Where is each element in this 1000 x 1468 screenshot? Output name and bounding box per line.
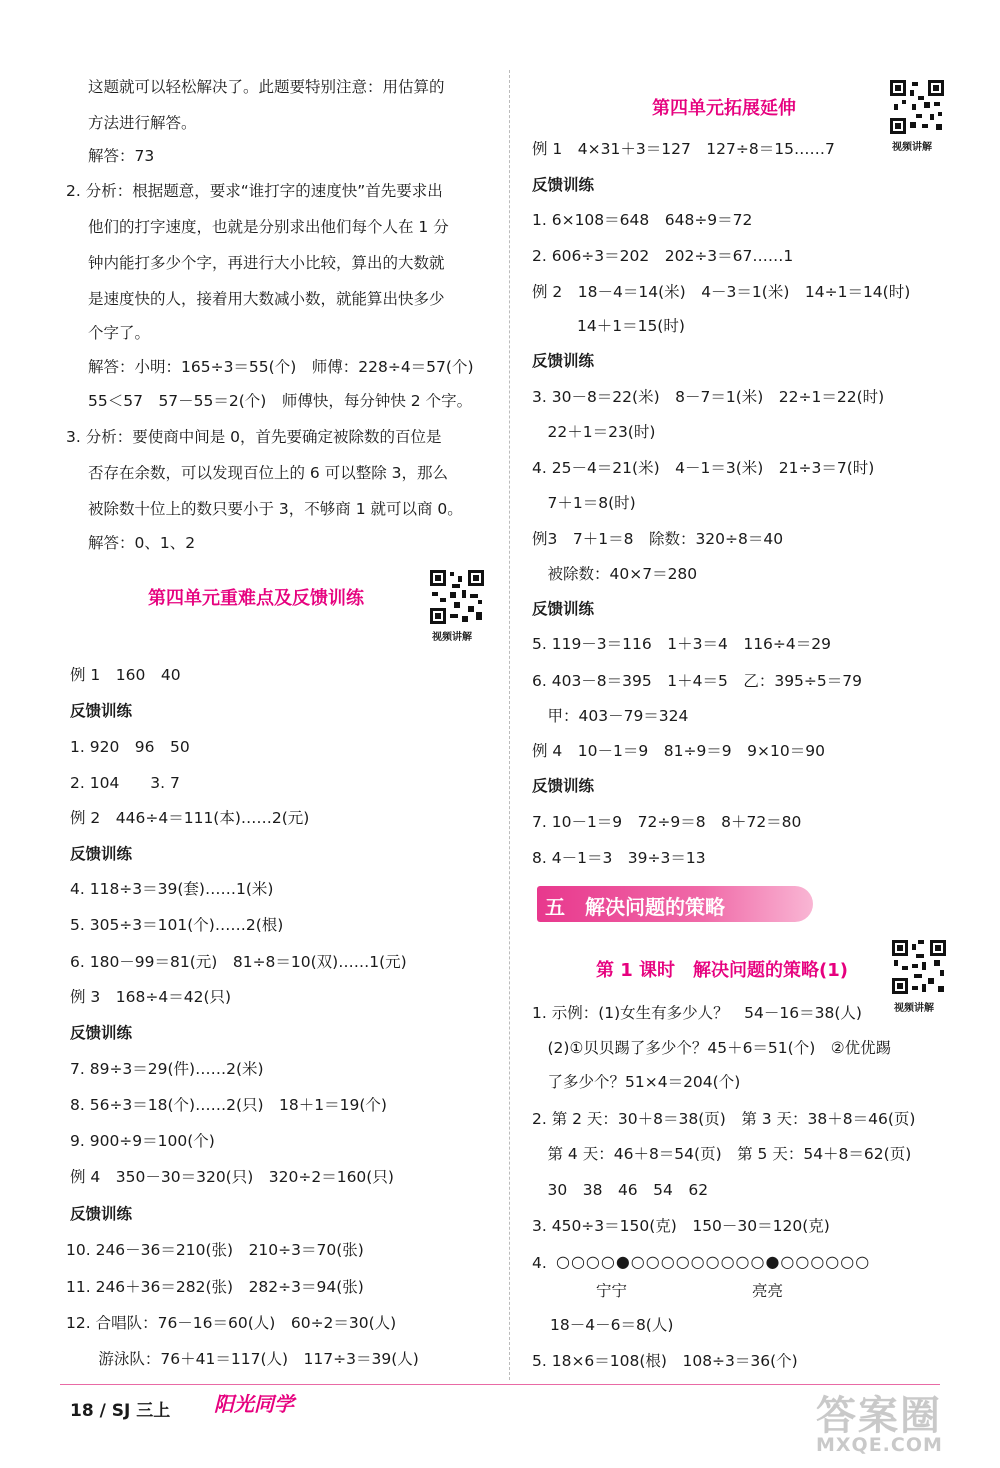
q3-line: 3. 分析：要使商中间是 0，首先要确定被除数的百位是 <box>66 428 442 446</box>
chapter-banner <box>537 886 813 922</box>
subheading: 反馈训练 <box>70 1024 133 1042</box>
subheading: 反馈训练 <box>70 845 133 863</box>
answer-line: 7＋1＝8(时) <box>532 494 636 512</box>
q2-answer: 55＜57 57－55＝2(个) 师傅快，每分钟快 2 个字。 <box>88 392 473 410</box>
answer-line: 2. 104 3. 7 <box>70 774 180 792</box>
answer-line: 12. 合唱队：76－16＝60(人) 60÷2＝30(人) <box>66 1314 397 1332</box>
circle-label-ningning: 宁宁 <box>596 1282 628 1300</box>
qr-code-icon[interactable] <box>890 938 948 996</box>
subheading: 反馈训练 <box>532 600 595 618</box>
page-number: 18 / SJ 三上 <box>70 1401 171 1421</box>
answer-line: 例 2 446÷4＝111(本)……2(元) <box>70 809 310 827</box>
lesson-line: 2. 第 2 天：30＋8＝38(页) 第 3 天：38＋8＝46(页) <box>532 1110 916 1128</box>
q2-line: 钟内能打多少个字，再进行大小比较，算出的大数就 <box>88 254 445 272</box>
q2-line: 个字了。 <box>88 324 151 342</box>
chapter-banner-title: 五 解决问题的策略 <box>545 895 725 919</box>
subheading: 反馈训练 <box>70 1205 133 1223</box>
lesson-line: 3. 450÷3＝150(克) 150－30＝120(克) <box>532 1217 830 1235</box>
answer-line: 11. 246＋36＝282(张) 282÷3＝94(张) <box>66 1278 364 1296</box>
lesson-line: 1. 示例：(1)女生有多少人？ 54－16＝38(人) <box>532 1004 862 1022</box>
answer-line: 9. 900÷9＝100(个) <box>70 1132 215 1150</box>
answer-line: 1. 6×108＝648 648÷9＝72 <box>532 211 753 229</box>
q2-answer: 解答：小明：165÷3＝55(个) 师傅：228÷4＝57(个) <box>88 358 474 376</box>
answer-line: 8. 4－1＝3 39÷3＝13 <box>532 849 706 867</box>
answer-line: 6. 403－8＝395 1＋4＝5 乙：395÷5＝79 <box>532 672 862 690</box>
intro-answer: 解答：73 <box>88 147 155 165</box>
subheading: 反馈训练 <box>532 352 595 370</box>
answer-line: 6. 180－99＝81(元) 81÷8＝10(双)……1(元) <box>70 953 407 971</box>
qr-caption: 视频讲解 <box>894 1003 934 1014</box>
answer-line: 例3 7＋1＝8 除数：320÷8＝40 <box>532 530 784 548</box>
circle-label-liangliang: 亮亮 <box>752 1282 784 1300</box>
brand-logo: 阳光同学 <box>214 1392 294 1416</box>
subheading: 反馈训练 <box>532 176 595 194</box>
section-title-key-points: 第四单元重难点及反馈训练 <box>148 588 364 609</box>
answer-line: 4. 25－4＝21(米) 4－1＝3(米) 21÷3＝7(时) <box>532 459 875 477</box>
qr-code-icon[interactable] <box>888 78 946 136</box>
lesson-line: 5. 18×6＝108(根) 108÷3＝36(个) <box>532 1352 798 1370</box>
q4-number: 4. <box>532 1254 547 1272</box>
column-divider <box>509 70 510 1380</box>
q3-answer: 解答：0、1、2 <box>88 534 196 552</box>
answer-line: 游泳队：76＋41＝117(人) 117÷3＝39(人) <box>78 1350 419 1368</box>
answer-line: 10. 246－36＝210(张) 210÷3＝70(张) <box>66 1241 364 1259</box>
answer-line: 例 4 10－1＝9 81÷9＝9 9×10＝90 <box>532 742 825 760</box>
lesson-title: 第 1 课时 解决问题的策略(1) <box>596 960 849 981</box>
answer-line: 例 4 350－30＝320(只) 320÷2＝160(只) <box>70 1168 394 1186</box>
q3-line: 被除数十位上的数只要小于 3，不够商 1 就可以商 0。 <box>88 500 463 518</box>
circle-sequence: ○○○○●○○○○○○○○○●○○○○○○ <box>556 1252 871 1271</box>
answer-line: 例 1 4×31＋3＝127 127÷8＝15……7 <box>532 140 835 158</box>
section-title-extension: 第四单元拓展延伸 <box>652 98 796 119</box>
answer-line: 例 3 168÷4＝42(只) <box>70 988 232 1006</box>
lesson-line: 了多少个？51×4＝204(个) <box>532 1073 741 1091</box>
answer-line: 被除数：40×7＝280 <box>532 565 698 583</box>
subheading: 反馈训练 <box>532 777 595 795</box>
answer-line: 8. 56÷3＝18(个)……2(只) 18＋1＝19(个) <box>70 1096 387 1114</box>
answer-line: 1. 920 96 50 <box>70 738 190 756</box>
answer-line: 5. 305÷3＝101(个)……2(根) <box>70 916 284 934</box>
qr-caption: 视频讲解 <box>892 142 932 153</box>
lesson-line: 第 4 天：46＋8＝54(页) 第 5 天：54＋8＝62(页) <box>532 1145 912 1163</box>
answer-line: 14＋1＝15(时) <box>546 317 685 335</box>
lesson-line: 30 38 46 54 62 <box>532 1181 709 1199</box>
watermark-url: MXQE.COM <box>816 1434 943 1456</box>
answer-line: 22＋1＝23(时) <box>532 423 656 441</box>
answer-line: 3. 30－8＝22(米) 8－7＝1(米) 22÷1＝22(时) <box>532 388 885 406</box>
q2-line: 他们的打字速度，也就是分别求出他们每个人在 1 分 <box>88 218 449 236</box>
answer-line: 甲：403－79＝324 <box>532 707 689 725</box>
qr-code-icon[interactable] <box>428 568 486 626</box>
footer-rule <box>60 1384 940 1385</box>
lesson-line: 18－4－6＝8(人) <box>550 1316 674 1334</box>
answer-line: 例 1 160 40 <box>70 666 181 684</box>
intro-line: 方法进行解答。 <box>88 114 197 132</box>
answer-line: 例 2 18－4＝14(米) 4－3＝1(米) 14÷1＝14(时) <box>532 283 911 301</box>
lesson-line: (2)①贝贝踢了多少个？45＋6＝51(个) ②优优踢 <box>532 1039 892 1057</box>
qr-caption: 视频讲解 <box>432 632 472 643</box>
watermark-text: 答案圈 <box>816 1393 942 1439</box>
subheading: 反馈训练 <box>70 702 133 720</box>
q3-line: 否存在余数，可以发现百位上的 6 可以整除 3，那么 <box>88 464 449 482</box>
q2-line: 是速度快的人，接着用大数减小数，就能算出快多少 <box>88 290 445 308</box>
answer-line: 2. 606÷3＝202 202÷3＝67……1 <box>532 247 794 265</box>
q2-line: 2. 分析：根据题意，要求“谁打字的速度快”首先要求出 <box>66 182 443 200</box>
answer-line: 7. 89÷3＝29(件)……2(米) <box>70 1060 264 1078</box>
watermark <box>810 1384 970 1462</box>
answer-line: 4. 118÷3＝39(套)……1(米) <box>70 880 274 898</box>
intro-line: 这题就可以轻松解决了。此题要特别注意：用估算的 <box>88 78 445 96</box>
answer-line: 7. 10－1＝9 72÷9＝8 8＋72＝80 <box>532 813 802 831</box>
answer-line: 5. 119－3＝116 1＋3＝4 116÷4＝29 <box>532 635 831 653</box>
